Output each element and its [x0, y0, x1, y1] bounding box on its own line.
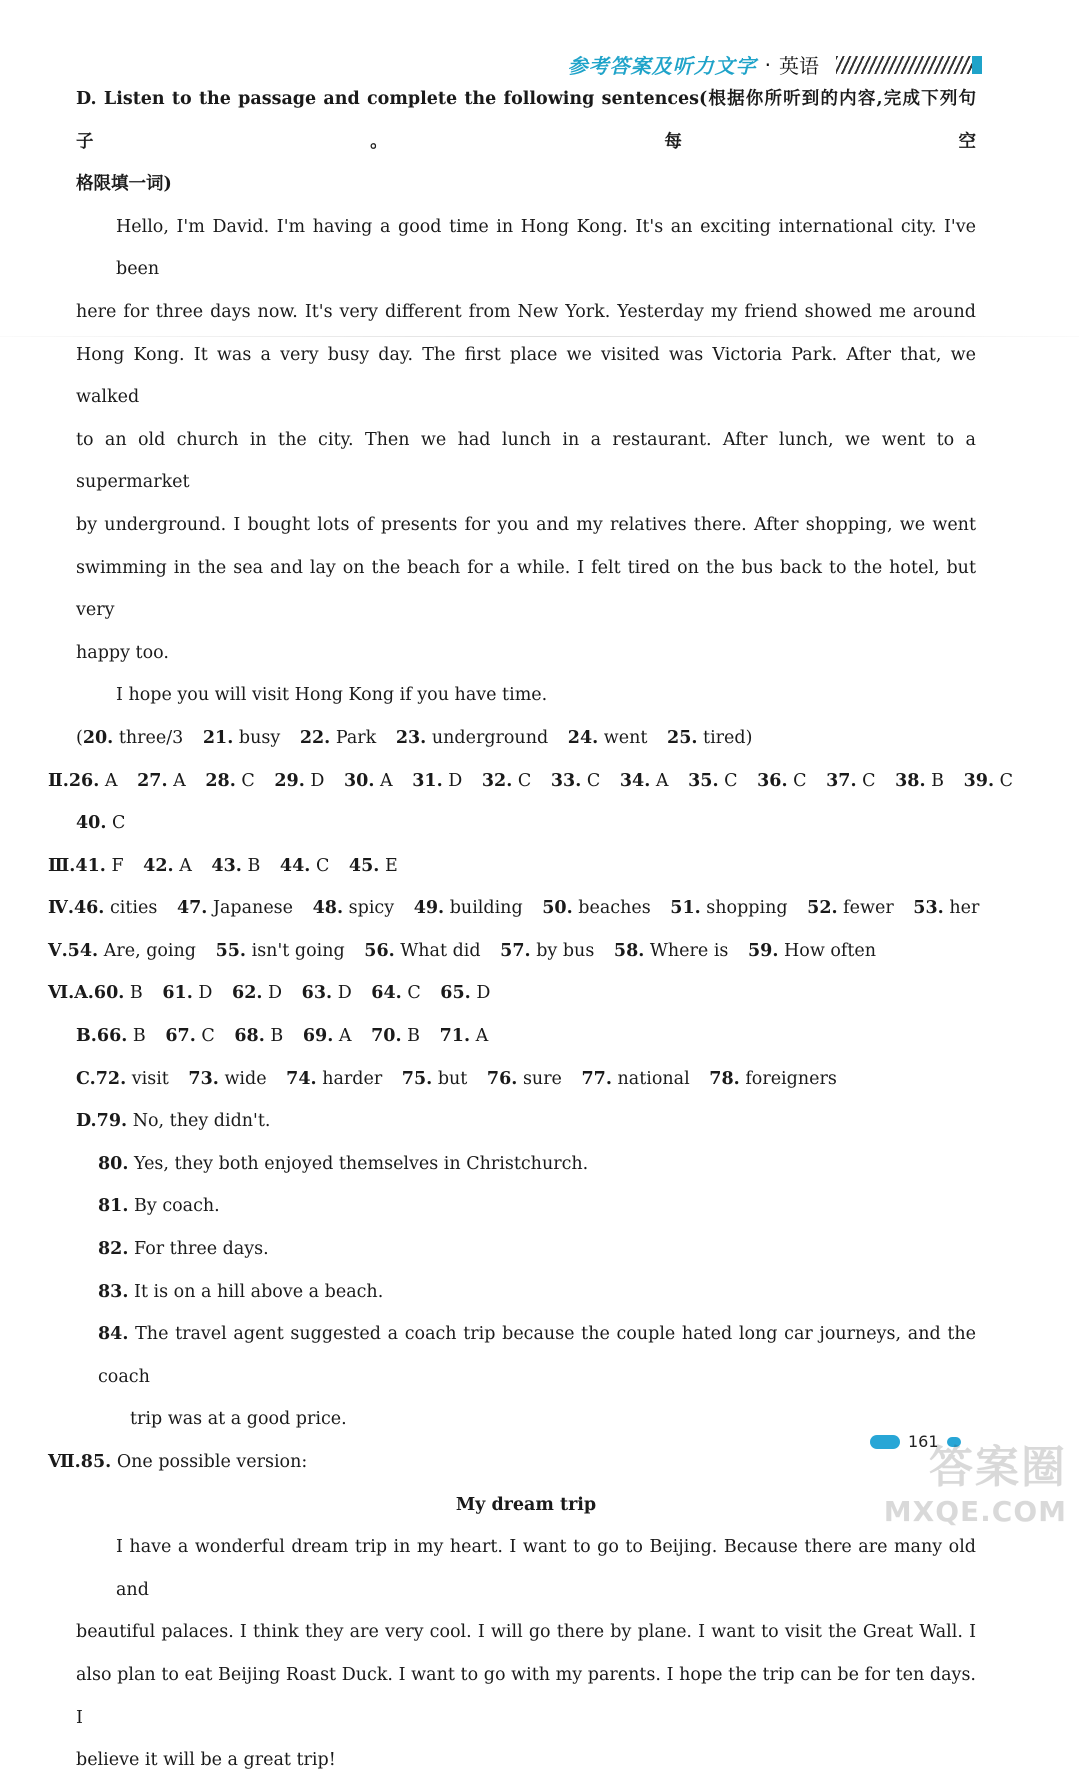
- answer-number: 34.: [619, 770, 651, 791]
- section-label: Ⅲ.: [48, 855, 76, 876]
- answer-value: visit: [131, 1068, 169, 1089]
- answer-value: B: [931, 770, 945, 791]
- answer-value: B: [270, 1026, 284, 1047]
- answer-number: 69.: [302, 1026, 334, 1047]
- section-2-row-1: [48, 760, 1014, 803]
- paren-close: ): [745, 727, 753, 748]
- section-d-heading-en: D. Listen to the passage and complete the following sentences: [76, 89, 699, 109]
- answer-number: 59.: [747, 940, 779, 961]
- answer-value: B: [132, 1026, 146, 1047]
- answer-number: 56.: [364, 940, 395, 961]
- answer-number: 78.: [709, 1068, 740, 1089]
- section-7-intro: One possible version:: [116, 1452, 308, 1472]
- part-label: B.: [76, 1026, 97, 1047]
- answer-value: C: [862, 770, 876, 791]
- answer-value: C: [241, 770, 255, 791]
- answer-value: D: [198, 983, 213, 1004]
- page-number: 161: [908, 1432, 939, 1451]
- section-2-row-2: [76, 802, 976, 845]
- section-label: Ⅴ.: [48, 940, 68, 961]
- passage-end: I hope you will visit Hong Kong if you have time.: [116, 685, 548, 706]
- header-title: 参考答案及听力文字: [567, 54, 757, 78]
- part-label: D.: [76, 1111, 97, 1132]
- answer-value: isn't going: [251, 940, 345, 961]
- answer-value: Where is: [649, 940, 729, 961]
- section-5-row: [48, 930, 976, 973]
- passage-line: Hello, I'm David. I'm having a good time in Hong Kong. It's an exciting international city. I've been: [116, 216, 976, 280]
- answer-value: Yes, they both enjoyed themselves in Christchurch.: [134, 1153, 589, 1174]
- answer-value: C: [793, 770, 807, 791]
- answer-number: 54.: [67, 940, 99, 961]
- answer-number: 50.: [542, 898, 573, 919]
- answer-value: D: [268, 983, 283, 1004]
- section-d-heading: [76, 78, 976, 163]
- answer-number: 26.: [68, 770, 100, 791]
- answer-value: For three days.: [134, 1239, 269, 1260]
- answer-value: A: [380, 770, 393, 791]
- section-6c-row: [76, 1058, 976, 1101]
- answer-number: 48.: [312, 898, 344, 919]
- answer-value: What did: [400, 940, 481, 961]
- answer-value: harder: [322, 1068, 383, 1089]
- answer-number: 58.: [613, 940, 645, 961]
- answer-number: 80.: [98, 1153, 129, 1174]
- answer-number: 30.: [343, 770, 375, 791]
- answer-value: F: [111, 855, 124, 876]
- answer-number: 51.: [670, 898, 701, 919]
- answer-value: D: [337, 983, 352, 1004]
- answer-number: 82.: [98, 1239, 129, 1260]
- passage-line: by underground. I bought lots of presents for you and my relatives there. After shopping, we went: [76, 514, 976, 535]
- answer-number: 77.: [581, 1068, 612, 1089]
- answer-number: 71.: [439, 1026, 471, 1047]
- answer-number: 21.: [202, 727, 234, 748]
- answer-value: The travel agent suggested a coach trip because the couple hated long car journeys, and the coach: [98, 1324, 976, 1387]
- essay-line: I have a wonderful dream trip in my heart. I want to go to Beijing. Because there are many old and: [116, 1537, 976, 1600]
- paren-open: (: [76, 727, 83, 748]
- answer-number: 38.: [895, 770, 926, 791]
- answer-value: beaches: [578, 898, 651, 919]
- answer-number: 43.: [211, 855, 242, 876]
- answer-value: By coach.: [134, 1196, 220, 1217]
- answer-number: 35.: [688, 770, 719, 791]
- answer-number: 29.: [274, 770, 305, 791]
- answer-value: A: [179, 855, 192, 876]
- answer-number: 32.: [481, 770, 513, 791]
- answer-value: Park: [335, 727, 377, 748]
- essay-title: My dream trip: [455, 1494, 597, 1515]
- answer-number: 73.: [188, 1068, 219, 1089]
- answer-value: It is on a hill above a beach.: [134, 1281, 384, 1302]
- answer-number: 64.: [371, 983, 402, 1004]
- answer-value: E: [384, 855, 398, 876]
- answer-number: 40.: [76, 813, 107, 834]
- answer-value: B: [247, 855, 261, 876]
- part-label: C.: [76, 1068, 96, 1089]
- answer-number: 57.: [500, 940, 531, 961]
- answer-value: sure: [522, 1068, 562, 1089]
- answer-value: D: [448, 770, 463, 791]
- answer-number: 63.: [301, 983, 333, 1004]
- answer-number: 75.: [401, 1068, 433, 1089]
- section-d-heading-cont: 格限填一词): [76, 174, 172, 195]
- answer-value: Japanese: [212, 898, 294, 919]
- essay-line: believe it will be a great trip!: [76, 1750, 336, 1771]
- answer-number: 81.: [98, 1196, 129, 1217]
- section-label: Ⅱ.: [48, 770, 69, 791]
- answer-number: 20.: [82, 727, 114, 748]
- answer-number: 76.: [486, 1068, 518, 1089]
- section-6d-item-84: [76, 1313, 976, 1398]
- answer-number: 31.: [412, 770, 443, 791]
- section-4-row: [48, 887, 980, 930]
- answer-number: 74.: [286, 1068, 317, 1089]
- answer-number: 27.: [137, 770, 168, 791]
- answer-value: Are, going: [103, 940, 196, 961]
- answer-value: foreigners: [745, 1068, 837, 1089]
- section-label: Ⅶ.: [48, 1452, 81, 1472]
- passage-line: here for three days now. It's very different from New York. Yesterday my friend showed me around: [76, 301, 976, 322]
- header-subject: 英语: [779, 54, 819, 78]
- answer-value: No, they didn't.: [132, 1111, 271, 1132]
- section-d-heading-cn-1: (根据你所听到的内容,完成下列句子。每空: [76, 89, 976, 152]
- answer-number: 22.: [299, 727, 331, 748]
- watermark-url: MXQE.COM: [883, 1495, 1067, 1528]
- answer-number: 55.: [215, 940, 247, 961]
- watermark-logo: [867, 1438, 1067, 1528]
- section-6d-item-80: [76, 1143, 976, 1186]
- answer-number: 72.: [95, 1068, 127, 1089]
- section-6d-item-84-cont: trip was at a good price.: [130, 1409, 347, 1430]
- essay-line: also plan to eat Beijing Roast Duck. I want to go with my parents. I hope the trip can be for ten days. I: [76, 1664, 976, 1728]
- essay-line: beautiful palaces. I think they are very cool. I will go there by plane. I want to visit the Great Wall. I: [76, 1622, 976, 1643]
- answer-value: D: [476, 983, 491, 1004]
- header-separator: ·: [764, 52, 771, 77]
- answer-number: 62.: [232, 983, 263, 1004]
- section-d-answers: [76, 717, 976, 760]
- answer-number: 44.: [279, 855, 311, 876]
- answer-value: national: [617, 1068, 690, 1089]
- section-label: Ⅵ.: [48, 983, 75, 1004]
- answer-number: 49.: [413, 898, 445, 919]
- section-7-row: [48, 1441, 976, 1484]
- answer-value: three/3: [118, 727, 184, 748]
- answer-number: 39.: [963, 770, 995, 791]
- answer-value: A: [338, 1026, 352, 1047]
- section-label: Ⅳ.: [48, 898, 74, 919]
- answer-number: 23.: [395, 727, 427, 748]
- answer-value: C: [517, 770, 532, 791]
- answer-value: building: [449, 898, 523, 919]
- part-label: A.: [74, 983, 94, 1004]
- passage-line: swimming in the sea and lay on the beach for a while. I felt tired on the bus back to the hotel, but very: [76, 557, 976, 621]
- answer-value: C: [315, 855, 330, 876]
- section-6a-row: [48, 972, 976, 1015]
- answer-value: B: [407, 1026, 421, 1047]
- answer-value: A: [173, 770, 186, 791]
- answer-value: C: [201, 1026, 215, 1047]
- answer-number: 70.: [371, 1026, 402, 1047]
- answer-number: 66.: [96, 1026, 128, 1047]
- header-decoration: [836, 56, 976, 74]
- answer-number: 42.: [143, 855, 174, 876]
- answer-number: 41.: [75, 855, 106, 876]
- answer-number: 60.: [93, 983, 125, 1004]
- answer-number: 52.: [807, 898, 838, 919]
- section-6d-item-79: [76, 1100, 976, 1143]
- answer-value: C: [407, 983, 421, 1004]
- passage-line: to an old church in the city. Then we had lunch in a restaurant. After lunch, we went to a supermarket: [76, 429, 976, 493]
- answer-number: 24.: [567, 727, 599, 748]
- page-header: [568, 50, 819, 79]
- answer-number: 53.: [913, 898, 944, 919]
- answer-value: wide: [224, 1068, 267, 1089]
- answer-number: 25.: [667, 727, 698, 748]
- watermark-text: 答案圈: [929, 1442, 1067, 1493]
- answer-value: tired: [703, 727, 746, 748]
- section-3-row: [48, 845, 976, 888]
- answer-number: 37.: [826, 770, 857, 791]
- answer-number: 67.: [165, 1026, 196, 1047]
- answer-value: cities: [109, 898, 158, 919]
- answer-number: 46.: [73, 898, 105, 919]
- section-6d-item-83: [76, 1271, 976, 1314]
- section-6d-item-81: [76, 1185, 976, 1228]
- answer-number: 79.: [96, 1111, 128, 1132]
- answer-value: A: [655, 770, 669, 791]
- answer-value: by bus: [536, 940, 595, 961]
- answer-value: C: [724, 770, 738, 791]
- answer-number: 47.: [176, 898, 208, 919]
- answer-value: C: [112, 813, 126, 834]
- answer-number: 83.: [98, 1281, 129, 1302]
- answer-number: 36.: [757, 770, 788, 791]
- answer-number: 28.: [205, 770, 236, 791]
- answer-value: spicy: [348, 898, 395, 919]
- answer-value: fewer: [843, 898, 894, 919]
- answer-value: C: [999, 770, 1014, 791]
- answer-value: A: [475, 1026, 489, 1047]
- answer-value: A: [104, 770, 118, 791]
- answer-value: underground: [431, 727, 549, 748]
- answer-value: C: [586, 770, 601, 791]
- answer-number: 85.: [80, 1452, 112, 1472]
- answer-value: D: [310, 770, 325, 791]
- answer-number: 84.: [98, 1324, 129, 1345]
- answer-number: 68.: [234, 1026, 265, 1047]
- section-6d-item-82: [76, 1228, 976, 1271]
- answer-value: shopping: [706, 898, 788, 919]
- section-6b-row: [76, 1015, 976, 1058]
- passage-line: Hong Kong. It was a very busy day. The first place we visited was Victoria Park. After that, we walked: [76, 344, 976, 408]
- answer-value: went: [603, 727, 648, 748]
- passage-line: happy too.: [76, 642, 169, 663]
- answer-value: her: [949, 898, 980, 919]
- answer-number: 33.: [550, 770, 582, 791]
- answer-number: 65.: [440, 983, 471, 1004]
- answer-value: but: [437, 1068, 468, 1089]
- answer-value: busy: [238, 727, 281, 748]
- answer-number: 61.: [162, 983, 193, 1004]
- answer-number: 45.: [348, 855, 380, 876]
- answer-value: B: [129, 983, 143, 1004]
- answer-value: How often: [784, 940, 877, 961]
